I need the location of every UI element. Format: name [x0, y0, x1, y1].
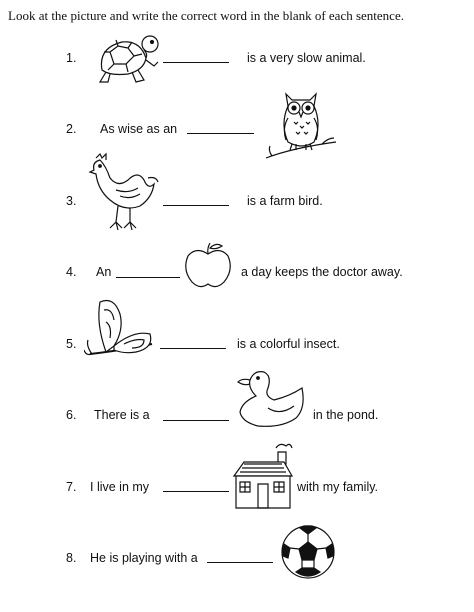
answer-blank-5[interactable]: [160, 348, 226, 349]
item-6-text-before: There is a: [94, 408, 150, 422]
duck-icon: [234, 368, 308, 430]
item-1-text-after: is a very slow animal.: [247, 51, 366, 65]
item-4-text-after: a day keeps the doctor away.: [241, 265, 403, 279]
item-6-text-after: in the pond.: [313, 408, 379, 422]
item-2-number: 2.: [66, 122, 77, 136]
answer-blank-3[interactable]: [163, 205, 229, 206]
answer-blank-8[interactable]: [207, 562, 273, 563]
answer-blank-6[interactable]: [163, 420, 229, 421]
item-4-text-before: An: [96, 265, 112, 279]
item-3-number: 3.: [66, 194, 77, 208]
answer-blank-4[interactable]: [116, 277, 180, 278]
item-2-text-before: As wise as an: [100, 122, 178, 136]
item-5-text-after: is a colorful insect.: [237, 337, 340, 351]
butterfly-icon: [84, 294, 156, 362]
item-7-text-after: with my family.: [297, 480, 379, 494]
answer-blank-1[interactable]: [163, 62, 229, 63]
item-5-number: 5.: [66, 337, 77, 351]
item-4-number: 4.: [66, 265, 77, 279]
item-6-number: 6.: [66, 408, 77, 422]
owl-icon: [262, 84, 340, 162]
worksheet-instruction: Look at the picture and write the correct word in the blank of each sentence.: [8, 8, 404, 23]
soccer-ball-icon: [280, 524, 336, 580]
item-7-number: 7.: [66, 480, 77, 494]
item-8-text-before: He is playing with a: [90, 551, 198, 565]
item-1-number: 1.: [66, 51, 77, 65]
apple-icon: [182, 240, 234, 290]
item-8-number: 8.: [66, 551, 77, 565]
item-7-text-before: I live in my: [90, 480, 150, 494]
item-3-text-after: is a farm bird.: [247, 194, 323, 208]
hen-icon: [88, 150, 160, 234]
turtle-icon: [88, 30, 168, 88]
answer-blank-7[interactable]: [163, 491, 229, 492]
house-icon: [230, 440, 296, 512]
answer-blank-2[interactable]: [187, 133, 254, 134]
